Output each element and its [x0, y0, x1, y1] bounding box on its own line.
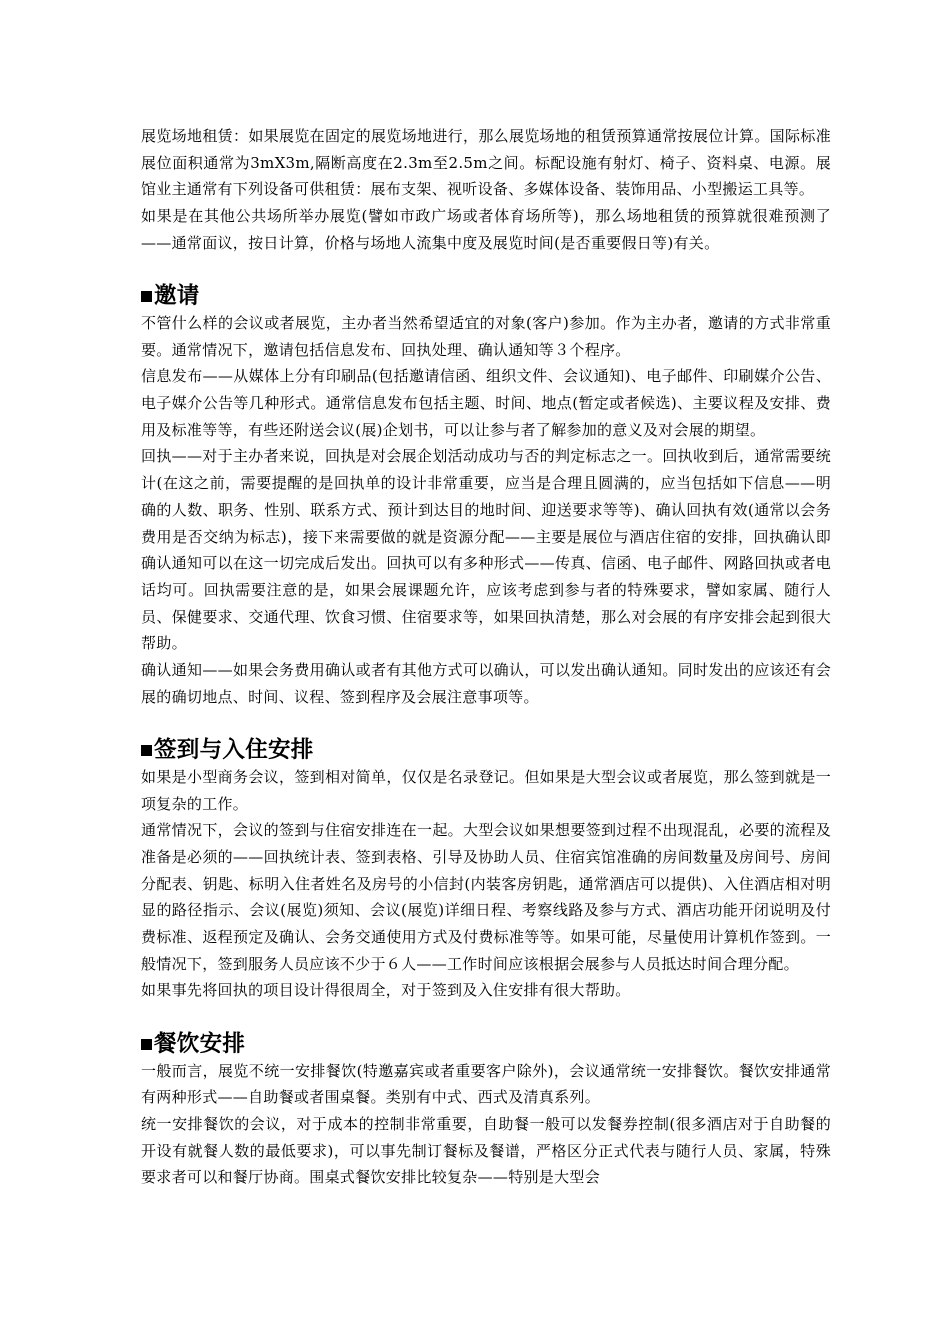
paragraph-info-release: 信息发布——从媒体上分有印刷品(包括邀请信函、组织文件、会议通知)、电子邮件、印刷媒介公告、电子媒介公告等几种形式。通常信息发布包括主题、时间、地点(暂定或者候选)、主要议程及安排、费用及标准等等，有些还附送会议(展)企划书，可以让参与者了解参加的意义及对会展的期望。	[141, 367, 831, 439]
black-square-icon	[141, 745, 152, 756]
section-heading-text: 邀请	[154, 283, 200, 310]
black-square-icon	[141, 291, 152, 302]
paragraph-catering-cost: 统一安排餐饮的会议，对于成本的控制非常重要，自助餐一般可以发餐券控制(很多酒店对于自助餐的开设有就餐人数的最低要求)，可以事先制订餐标及餐谱，严格区分正式代表与随行人员、家属，特殊要求者可以和餐厅协商。围桌式餐饮安排比较复杂——特别是大型会	[141, 1114, 831, 1187]
section-gap	[141, 1004, 831, 1031]
paragraph-public-venue: 如果是在其他公共场所举办展览(譬如市政广场或者体育场所等)，那么场地租赁的预算就很难预测了——通常面议，按日计算，价格与场地人流集中度及展览时间(是否重要假日等)有关。	[141, 207, 831, 252]
paragraph-receipt: 回执——对于主办者来说，回执是对会展企划活动成功与否的判定标志之一。回执收到后，通常需要统计(在这之前，需要提醒的是回执单的设计非常重要，应当是合理且圆满的，应当包括如下信息——明确的人数、职务、性别、联系方式、预计到达目的地时间、迎送要求等等)、确认回执有效(通常以会务费用是否交纳为标志)，接下来需要做的就是资源分配——主要是展位与酒店住宿的安排，回执确认即确认通知可以在这一切完成后发出。回执可以有多种形式——传真、信函、电子邮件、网路回执或者电话均可。回执需要注意的是，如果会展课题允许，应该考虑到参与者的特殊要求，譬如家属、随行人员、保健要求、交通代理、饮食习惯、住宿要求等，如果回执清楚，那么对会展的有序安排会起到很大帮助。	[141, 447, 831, 653]
paragraph-venue-rental: 展览场地租赁：如果展览在固定的展览场地进行，那么展览场地的租赁预算通常按展位计算。国际标准展位面积通常为3mX3m,隔断高度在2.3m至2.5m之间。标配设施有射灯、椅子、资料桌、电源。展馆业主通常有下列设备可供租赁：展布支架、视听设备、多媒体设备、装饰用品、小型搬运工具等。	[141, 127, 831, 199]
paragraph-checkin-tip: 如果事先将回执的项目设计得很周全，对于签到及入住安排有很大帮助。	[141, 981, 631, 1000]
paragraph-checkin-process: 通常情况下，会议的签到与住宿安排连在一起。大型会议如果想要签到过程不出现混乱，必要的流程及准备是必须的——回执统计表、签到表格、引导及协助人员、住宿宾馆准确的房间数量及房间号、房间分配表、钥匙、标明入住者姓名及房号的小信封(内装客房钥匙，通常酒店可以提供)、入住酒店相对明显的路径指示、会议(展览)须知、会议(展览)详细日程、考察线路及参与方式、酒店功能开闭说明及付费标准、返程预定及确认、会务交通使用方式及付费标准等等。如果可能，尽量使用计算机作签到。一般情况下，签到服务人员应该不少于６人——工作时间应该根据会展参与人员抵达时间合理分配。	[141, 821, 831, 973]
paragraph-confirmation: 确认通知——如果会务费用确认或者有其他方式可以确认，可以发出确认通知。同时发出的应该还有会展的确切地点、时间、议程、签到程序及会展注意事项等。	[141, 661, 831, 706]
section-gap	[141, 257, 831, 284]
section-heading-invitation	[141, 283, 831, 310]
paragraph-invitation-intro: 不管什么样的会议或者展览，主办者当然希望适宜的对象(客户)参加。作为主办者，邀请的方式非常重要。通常情况下，邀请包括信息发布、回执处理、确认通知等３个程序。	[141, 313, 831, 359]
section-heading-catering	[141, 1031, 831, 1058]
section-heading-text: 餐饮安排	[154, 1030, 246, 1057]
section-heading-checkin	[141, 737, 831, 764]
document-page	[141, 123, 831, 1191]
section-heading-text: 签到与入住安排	[154, 737, 314, 764]
section-gap	[141, 710, 831, 737]
black-square-icon	[141, 1039, 152, 1050]
paragraph-checkin-intro: 如果是小型商务会议，签到相对简单，仅仅是名录登记。但如果是大型会议或者展览，那么签到就是一项复杂的工作。	[141, 767, 831, 813]
paragraph-catering-intro: 一般而言，展览不统一安排餐饮(特邀嘉宾或者重要客户除外)，会议通常统一安排餐饮。餐饮安排通常有两种形式——自助餐或者围桌餐。类别有中式、西式及清真系列。	[141, 1061, 831, 1107]
